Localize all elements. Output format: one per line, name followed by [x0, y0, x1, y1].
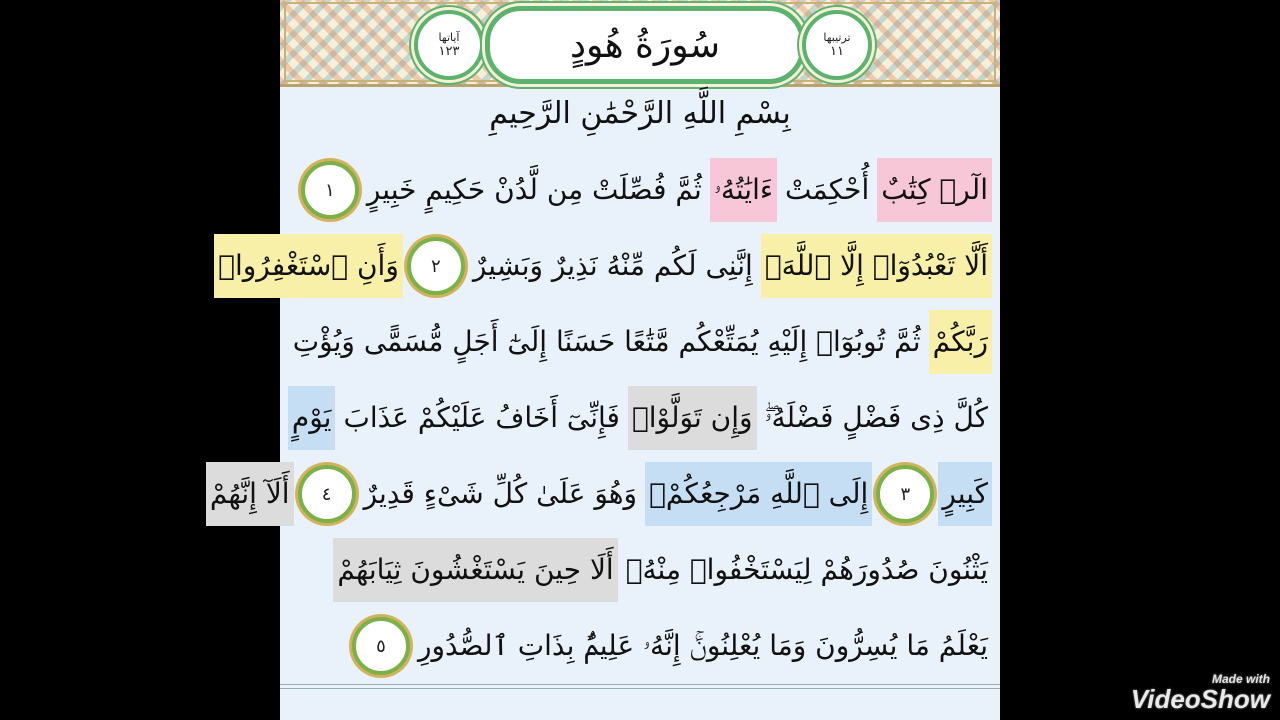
verse-segment: يَوْمٍ [288, 386, 336, 450]
watermark-line2: VideoShow [1130, 684, 1270, 714]
mushaf-page [209, 0, 1000, 720]
ayah-number-marker: ٢ [407, 237, 465, 295]
order-label: ترتيبها [823, 30, 851, 44]
watermark-line1: Made with [1211, 672, 1270, 686]
verse-line [286, 614, 992, 678]
verses-label: آياتها [438, 30, 460, 44]
verse-segment: ءَايَٰتُهُۥ [710, 158, 777, 222]
verse-segment: أَلَّا تَعْبُدُوٓا۟ إِلَّا ٱللَّهَۚ [761, 234, 992, 298]
verse-segment: ثُمَّ تُوبُوٓا۟ إِلَيْهِ يُمَتِّعْكُم مَّتَٰعًا حَسَنًا إِلَىٰٓ أَجَلٍ مُّسَمًّى وَيُؤْتِ [292, 325, 921, 358]
verse-segment: الٓرۚ كِتَٰبٌ [877, 158, 992, 222]
verse-segment: كَبِيرٍ [938, 462, 992, 526]
verse-line [218, 234, 992, 298]
order-medallion [802, 10, 872, 80]
bottom-rule [280, 684, 1000, 689]
verse-segment: وَأَنِ ٱسْتَغْفِرُوا۟ [214, 234, 403, 298]
verses-count-medallion [414, 10, 484, 80]
verse-segment: يَعْلَمُ مَا يُسِرُّونَ وَمَا يُعْلِنُونَۚ إِنَّهُۥ عَلِيمٌۢ بِذَاتِ ٱلصُّدُورِ [417, 629, 988, 662]
basmala: بِسْمِ اللَّهِ الرَّحْمَٰنِ الرَّحِيمِ [489, 96, 791, 131]
verses-number: ١٢٣ [438, 43, 460, 59]
verse-segment: ثُمَّ فُصِّلَتْ مِن لَّدُنْ حَكِيمٍ خَبِيرٍ [366, 173, 702, 206]
surah-header [280, 0, 1000, 87]
verse-segment: أَلَا حِينَ يَسْتَغْشُونَ ثِيَابَهُمْ [333, 538, 617, 602]
ayah-number-marker: ٣ [876, 465, 934, 523]
watermark [1131, 672, 1270, 712]
verse-line [286, 310, 992, 374]
verse-segment: إِلَى ٱللَّهِ مَرْجِعُكُمْۖ [645, 462, 872, 526]
verse-segment: وَهُوَ عَلَىٰ كُلِّ شَىْءٍ قَدِيرٌ [363, 477, 638, 510]
ayah-number-marker: ١ [301, 161, 359, 219]
surah-title-cartouche [485, 6, 805, 84]
verse-line [286, 158, 992, 222]
ayah-number-marker: ٤ [298, 465, 356, 523]
verse-segment: وَإِن تَوَلَّوْا۟ [628, 386, 757, 450]
verse-segment: كُلَّ ذِى فَضْلٍ فَضْلَهُۥۖ [764, 401, 988, 434]
verse-segment: رَبَّكُمْ [929, 310, 992, 374]
verse-segment: أُحْكِمَتْ [785, 173, 870, 206]
verse-segment: فَإِنِّىٓ أَخَافُ عَلَيْكُمْ عَذَابَ [343, 401, 620, 434]
verse-line [286, 386, 992, 450]
verse-line [209, 462, 992, 526]
surah-title: سُورَةُ هُودٍ [569, 24, 721, 66]
verse-line [286, 538, 992, 602]
order-number: ١١ [830, 43, 844, 59]
ayah-number-marker: ٥ [352, 617, 410, 675]
verse-segment: إِنَّنِى لَكُم مِّنْهُ نَذِيرٌ وَبَشِيرٌ [472, 249, 753, 282]
verse-segment: أَلَآ إِنَّهُمْ [206, 462, 294, 526]
verse-segment: يَثْنُونَ صُدُورَهُمْ لِيَسْتَخْفُوا۟ مِنْهُۚ [625, 553, 988, 586]
